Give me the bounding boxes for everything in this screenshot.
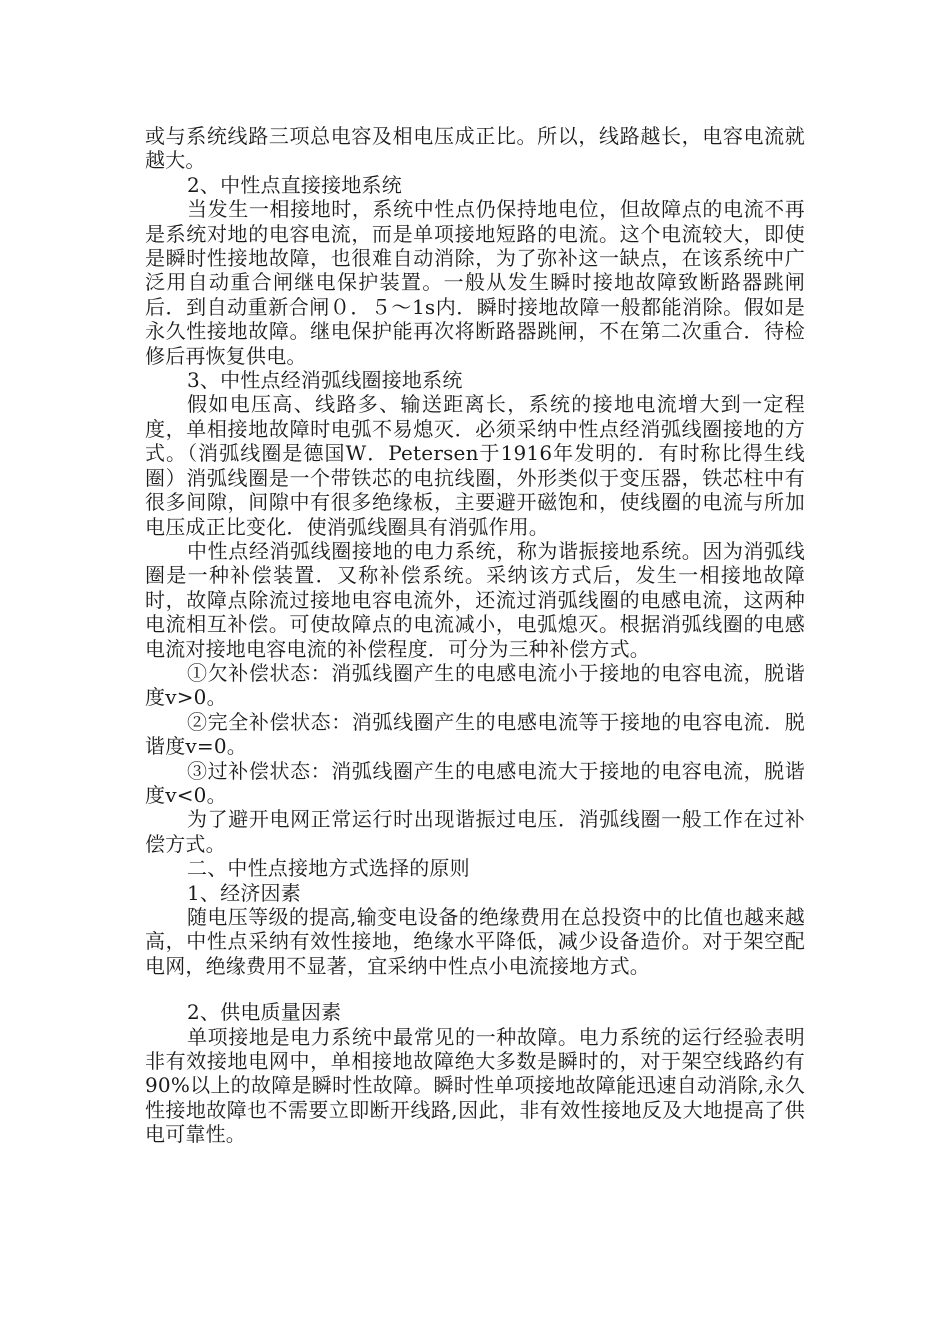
paragraph-full-compensation: ②完全补偿状态：消弧线圈产生的电感电流等于接地的电容电流．脱谐度v=0。 xyxy=(145,709,805,759)
paragraph-under-compensation: ①欠补偿状态：消弧线圈产生的电感电流小于接地的电容电流，脱谐度v>0。 xyxy=(145,660,805,710)
heading-supply-quality: 2、供电质量因素 xyxy=(187,1000,342,1025)
paragraph-capacitance-continuation: 或与系统线路三项总电容及相电压成正比。所以，线路越长，电容电流就越大。 xyxy=(145,124,805,173)
heading-arc-suppression-coil: 3、中性点经消弧线圈接地系统 xyxy=(187,368,463,393)
paragraph-avoid-resonance: 为了避开电网正常运行时出现谐振过电压．消弧线圈一般工作在过补偿方式。 xyxy=(145,807,805,856)
paragraph-resonant-grounding: 中性点经消弧线圈接地的电力系统，称为谐振接地系统。因为消弧线圈是一种补偿装置．又称补偿系统。采纳该方式后，发生一相接地故障时，故障点除流过接地电容电流外，还流过消弧线圈的电感电流，这两种电流相互补偿。可使故障点的电流减小，电弧熄灭。根据消弧线圈的电感电流对接地电容电流的补偿程度．可分为三种补偿方式。 xyxy=(145,538,805,661)
document-body xyxy=(145,124,805,1147)
heading-selection-principles: 二、中性点接地方式选择的原则 xyxy=(187,856,470,881)
heading-direct-grounding: 2、中性点直接接地系统 xyxy=(187,172,402,197)
heading-economic-factors: 1、经济因素 xyxy=(187,880,301,905)
paragraph-economic-factors: 随电压等级的提高,输变电设备的绝缘费用在总投资中的比值也越来越高，中性点采纳有效性接地，绝缘水平降低，减少设备造价。对于架空配电网，绝缘费用不显著，宜采纳中性点小电流接地方式。 xyxy=(145,905,805,978)
paragraph-supply-quality: 单项接地是电力系统中最常见的一种故障。电力系统的运行经验表明非有效接地电网中，单相接地故障绝大多数是瞬时的，对于架空线路约有90%以上的故障是瞬时性故障。瞬时性单项接地故障能迅速自动消除,永久性接地故障也不需要立即断开线路,因此，非有效性接地反及大地提高了供电可靠性。 xyxy=(145,1024,805,1147)
paragraph-direct-grounding: 当发生一相接地时，系统中性点仍保持地电位，但故障点的电流不再是系统对地的电容电流，而是单项接地短路的电流。这个电流较大，即使是瞬时性接地故障，也很难自动消除，为了弥补这一缺点，在该系统中广泛用自动重合闸继电保护装置。一般从发生瞬时接地故障致断路器跳闸后．到自动重新合闸０．５～1s内．瞬时接地故障一般都能消除。假如是永久性接地故障。继电保护能再次将断路器跳闸，不在第二次重合．待检修后再恢复供电。 xyxy=(145,197,805,368)
paragraph-arc-suppression-coil: 假如电压高、线路多、输送距离长，系统的接地电流增大到一定程度，单相接地故障时电弧不易熄灭．必须采纳中性点经消弧线圈接地的方式。（消弧线圈是德国W．Petersen于1916年发明的．有时称比得生线圈）消弧线圈是一个带铁芯的电抗线圈，外形类似于变压器，铁芯柱中有很多间隙，间隙中有很多绝缘板，主要避开磁饱和，使线圈的电流与所加电压成正比变化．使消弧线圈具有消弧作用。 xyxy=(145,392,805,539)
paragraph-over-compensation: ③过补偿状态：消弧线圈产生的电感电流大于接地的电容电流，脱谐度v<0。 xyxy=(145,758,805,807)
